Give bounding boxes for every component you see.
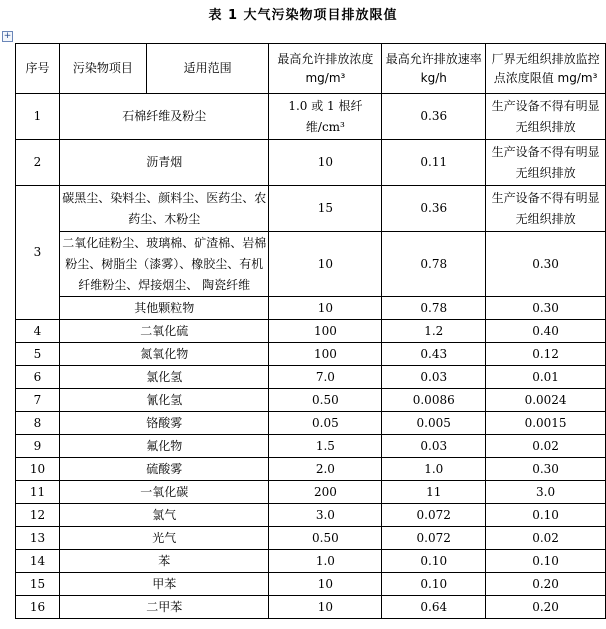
cell-seq: 1 — [16, 94, 60, 140]
cell-rate: 0.36 — [382, 94, 486, 140]
cell-concentration: 1.5 — [269, 435, 382, 458]
cell-boundary-limit: 生产设备不得有明显无组织排放 — [486, 94, 606, 140]
cell-pollutant: 二氧化硫 — [59, 320, 269, 343]
cell-seq: 3 — [16, 186, 60, 320]
cell-seq: 9 — [16, 435, 60, 458]
table-row — [16, 504, 606, 527]
emission-limits-table — [15, 43, 606, 619]
cell-rate: 0.10 — [382, 573, 486, 596]
cell-boundary-limit: 0.12 — [486, 343, 606, 366]
cell-rate: 0.78 — [382, 297, 486, 320]
cell-concentration: 10 — [269, 573, 382, 596]
table-row — [16, 140, 606, 186]
cell-seq: 14 — [16, 550, 60, 573]
cell-rate: 0.43 — [382, 343, 486, 366]
cell-pollutant: 苯 — [59, 550, 269, 573]
table-row — [16, 186, 606, 232]
cell-seq: 16 — [16, 596, 60, 619]
cell-boundary-limit: 0.02 — [486, 527, 606, 550]
cell-pollutant: 石棉纤维及粉尘 — [59, 94, 269, 140]
table-row — [16, 94, 606, 140]
cell-seq: 6 — [16, 366, 60, 389]
cell-rate: 0.03 — [382, 366, 486, 389]
cell-concentration: 2.0 — [269, 458, 382, 481]
cell-concentration: 3.0 — [269, 504, 382, 527]
cell-rate: 0.072 — [382, 504, 486, 527]
cell-boundary-limit: 0.01 — [486, 366, 606, 389]
cell-pollutant: 氯气 — [59, 504, 269, 527]
cell-concentration: 0.50 — [269, 527, 382, 550]
cell-rate: 0.03 — [382, 435, 486, 458]
cell-seq: 10 — [16, 458, 60, 481]
table-row — [16, 435, 606, 458]
table-title: 表 1 大气污染物项目排放限值 — [208, 8, 398, 23]
cell-rate: 1.2 — [382, 320, 486, 343]
cell-concentration: 7.0 — [269, 366, 382, 389]
header-scope: 适用范围 — [146, 44, 269, 94]
header-concentration — [269, 44, 382, 94]
cell-pollutant: 光气 — [59, 527, 269, 550]
cell-seq: 2 — [16, 140, 60, 186]
cell-pollutant: 甲苯 — [59, 573, 269, 596]
cell-pollutant: 沥青烟 — [59, 140, 269, 186]
table-row — [16, 297, 606, 320]
cell-concentration: 10 — [269, 140, 382, 186]
cell-pollutant: 碳黑尘、染料尘、颜料尘、医药尘、农药尘、木粉尘 — [59, 186, 269, 232]
cell-rate: 0.005 — [382, 412, 486, 435]
table-row — [16, 389, 606, 412]
table-row — [16, 343, 606, 366]
cell-rate: 0.36 — [382, 186, 486, 232]
cell-boundary-limit: 0.10 — [486, 550, 606, 573]
cell-rate: 0.0086 — [382, 389, 486, 412]
move-anchor-icon[interactable]: + — [3, 31, 12, 41]
table-row — [16, 366, 606, 389]
cell-boundary-limit: 0.30 — [486, 458, 606, 481]
cell-pollutant: 铬酸雾 — [59, 412, 269, 435]
header-boundary-text: 厂界无组织排放监控点浓度限值 mg/m³ — [491, 51, 600, 85]
cell-concentration: 0.50 — [269, 389, 382, 412]
cell-boundary-limit: 0.20 — [486, 573, 606, 596]
cell-rate: 0.10 — [382, 550, 486, 573]
cell-boundary-limit: 生产设备不得有明显无组织排放 — [486, 140, 606, 186]
header-item: 污染物项目 — [59, 44, 146, 94]
cell-pollutant: 其他颗粒物 — [59, 297, 269, 320]
cell-boundary-limit: 0.30 — [486, 297, 606, 320]
cell-rate: 0.072 — [382, 527, 486, 550]
cell-seq: 12 — [16, 504, 60, 527]
header-concentration-text: 最高允许排放浓度 mg/m³ — [277, 51, 374, 85]
header-rate — [382, 44, 486, 94]
header-rate-text: 最高允许排放速率 kg/h — [385, 51, 482, 85]
cell-rate: 11 — [382, 481, 486, 504]
cell-seq: 8 — [16, 412, 60, 435]
cell-boundary-limit: 0.40 — [486, 320, 606, 343]
cell-concentration: 1.0 或 1 根纤维/cm³ — [269, 94, 382, 140]
cell-boundary-limit: 3.0 — [486, 481, 606, 504]
table-row — [16, 573, 606, 596]
cell-concentration: 10 — [269, 232, 382, 297]
cell-seq: 15 — [16, 573, 60, 596]
table-row — [16, 458, 606, 481]
cell-pollutant: 氯化氢 — [59, 366, 269, 389]
cell-seq: 5 — [16, 343, 60, 366]
cell-concentration: 1.0 — [269, 550, 382, 573]
cell-concentration: 10 — [269, 596, 382, 619]
cell-rate: 0.64 — [382, 596, 486, 619]
table-row — [16, 481, 606, 504]
cell-boundary-limit: 0.10 — [486, 504, 606, 527]
table-row — [16, 527, 606, 550]
table-row — [16, 320, 606, 343]
cell-seq: 7 — [16, 389, 60, 412]
cell-pollutant: 二甲苯 — [59, 596, 269, 619]
cell-rate: 1.0 — [382, 458, 486, 481]
header-boundary — [486, 44, 606, 94]
cell-pollutant: 氟化物 — [59, 435, 269, 458]
cell-concentration: 100 — [269, 320, 382, 343]
cell-pollutant: 氮氧化物 — [59, 343, 269, 366]
cell-seq: 4 — [16, 320, 60, 343]
table-row — [16, 596, 606, 619]
cell-boundary-limit: 0.02 — [486, 435, 606, 458]
cell-seq: 11 — [16, 481, 60, 504]
table-row — [16, 412, 606, 435]
cell-concentration: 0.05 — [269, 412, 382, 435]
cell-rate: 0.78 — [382, 232, 486, 297]
cell-pollutant: 二氧化硅粉尘、玻璃棉、矿渣棉、岩棉粉尘、树脂尘（漆雾）、橡胶尘、有机纤维粉尘、焊接烟尘、 陶瓷纤维 — [59, 232, 269, 297]
cell-rate: 0.11 — [382, 140, 486, 186]
table-row — [16, 232, 606, 297]
cell-pollutant: 硫酸雾 — [59, 458, 269, 481]
cell-boundary-limit: 0.0015 — [486, 412, 606, 435]
cell-concentration: 200 — [269, 481, 382, 504]
cell-pollutant: 一氧化碳 — [59, 481, 269, 504]
cell-concentration: 15 — [269, 186, 382, 232]
cell-boundary-limit: 0.0024 — [486, 389, 606, 412]
cell-boundary-limit: 生产设备不得有明显无组织排放 — [486, 186, 606, 232]
cell-boundary-limit: 0.20 — [486, 596, 606, 619]
cell-concentration: 10 — [269, 297, 382, 320]
cell-pollutant: 氰化氢 — [59, 389, 269, 412]
cell-boundary-limit: 0.30 — [486, 232, 606, 297]
cell-concentration: 100 — [269, 343, 382, 366]
table-row — [16, 550, 606, 573]
header-seq: 序号 — [16, 44, 60, 94]
cell-seq: 13 — [16, 527, 60, 550]
header-row — [16, 44, 606, 94]
